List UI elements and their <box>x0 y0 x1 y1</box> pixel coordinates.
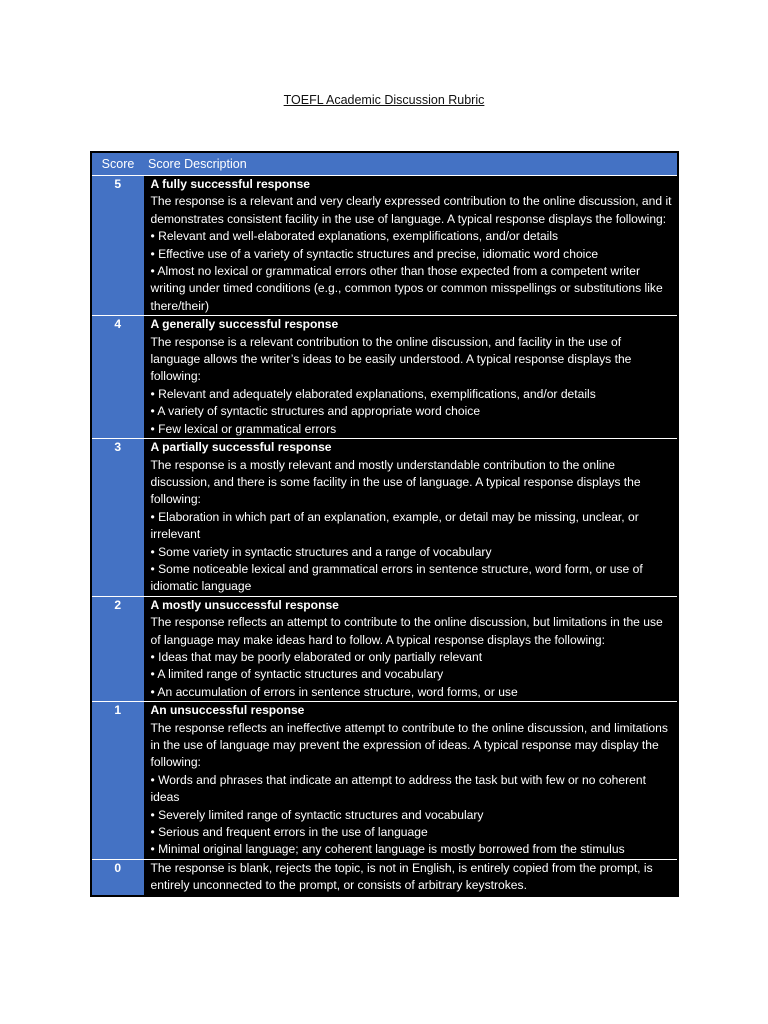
score-cell: 0 <box>92 859 144 894</box>
rubric-table <box>90 151 679 897</box>
row-intro: The response is a relevant and very clearly expressed contribution to the online discussion, and it demonstrates consistent facility in the use of language. A typical response displays the following: <box>150 194 672 226</box>
bullet-list <box>151 509 674 596</box>
header-score: Score <box>92 153 144 176</box>
list-item: • Words and phrases that indicate an attempt to address the task but with few or no coherent ideas <box>150 772 646 805</box>
row-heading: A mostly unsuccessful response <box>150 597 339 612</box>
bullet-list <box>151 386 674 438</box>
description-cell <box>144 439 677 597</box>
row-heading: A generally successful response <box>150 317 339 332</box>
list-item: • Some noticeable lexical and grammatical errors in sentence structure, word form, or use of idiomatic language <box>150 561 643 594</box>
list-item: • Severely limited range of syntactic structures and vocabulary <box>150 807 484 822</box>
bullet-list <box>151 228 674 315</box>
header-description: Score Description <box>144 153 677 176</box>
description-cell <box>144 596 677 701</box>
row-intro: The response reflects an attempt to contribute to the online discussion, but limitations in the use of language may make ideas hard to follow. A typical response displays the following: <box>150 615 663 647</box>
table-row <box>92 702 677 860</box>
score-cell: 4 <box>92 316 144 439</box>
list-item: • Few lexical or grammatical errors <box>150 421 337 436</box>
score-cell: 2 <box>92 596 144 701</box>
description-cell <box>144 702 677 860</box>
score-cell: 1 <box>92 702 144 860</box>
list-item: • An accumulation of errors in sentence structure, word forms, or use <box>150 684 518 699</box>
row-intro: The response is blank, rejects the topic, is not in English, is entirely copied from the prompt, is entirely unconnected to the prompt, or consists of arbitrary keystrokes. <box>150 860 653 893</box>
document-title: TOEFL Academic Discussion Rubric <box>283 93 485 107</box>
list-item: • Some variety in syntactic structures and a range of vocabulary <box>150 544 492 559</box>
list-item: • A variety of syntactic structures and appropriate word choice <box>150 404 481 419</box>
table-row <box>92 596 677 701</box>
table-row <box>92 859 677 894</box>
table-row <box>92 176 677 316</box>
list-item: • Relevant and well-elaborated explanations, exemplifications, and/or details <box>150 229 559 244</box>
row-heading: An unsuccessful response <box>150 703 305 718</box>
row-intro: The response reflects an ineffective attempt to contribute to the online discussion, and limitations in the use of language may prevent the expression of ideas. A typical response may display the following: <box>150 720 668 770</box>
list-item: • Relevant and adequately elaborated explanations, exemplifications, and/or details <box>150 386 596 401</box>
list-item: • Elaboration in which part of an explanation, example, or detail may be missing, unclear, or irrelevant <box>150 509 639 542</box>
list-item: • Minimal original language; any coherent language is mostly borrowed from the stimulus <box>150 842 625 857</box>
table-row <box>92 439 677 597</box>
list-item: • Serious and frequent errors in the use of language <box>150 825 428 840</box>
row-heading: A fully successful response <box>150 177 311 191</box>
list-item: • Ideas that may be poorly elaborated or only partially relevant <box>150 649 483 664</box>
description-cell <box>144 859 677 894</box>
list-item: • Almost no lexical or grammatical errors other than those expected from a competent writer writing under timed conditions (e.g., common typos or common misspellings or substitutions like there/their) <box>150 264 663 313</box>
row-intro: The response is a relevant contribution to the online discussion, and facility in the use of language allows the writer’s ideas to be easily understood. A typical response displays the following: <box>150 334 632 384</box>
description-cell <box>144 176 677 316</box>
score-cell: 5 <box>92 176 144 316</box>
table-header-row <box>92 153 677 176</box>
list-item: • A limited range of syntactic structures and vocabulary <box>150 667 444 682</box>
bullet-list <box>151 772 674 859</box>
bullet-list <box>151 649 674 701</box>
row-heading: A partially successful response <box>150 440 332 455</box>
table-row <box>92 316 677 439</box>
score-cell: 3 <box>92 439 144 597</box>
row-intro: The response is a mostly relevant and mostly understandable contribution to the online discussion, and there is some facility in the use of language. A typical response displays the following: <box>150 457 641 507</box>
list-item: • Effective use of a variety of syntactic structures and precise, idiomatic word choice <box>150 246 599 261</box>
description-cell <box>144 316 677 439</box>
